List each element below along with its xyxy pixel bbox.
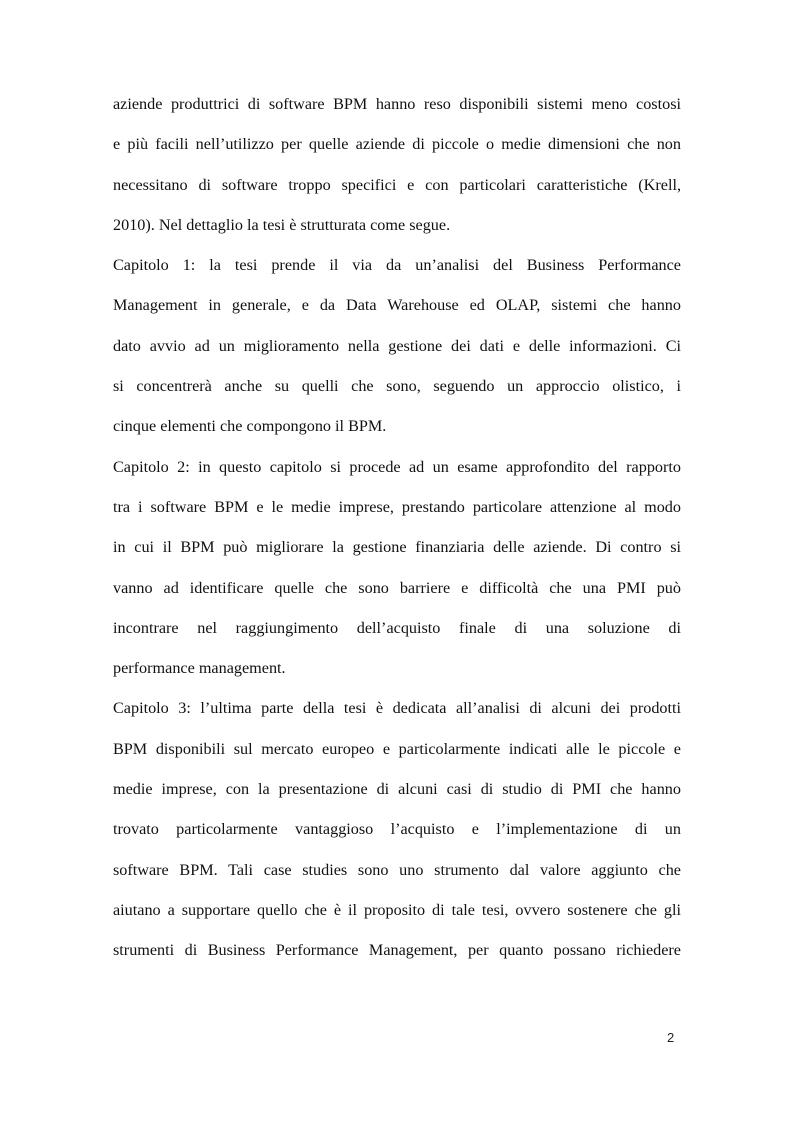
text-line: vanno ad identificare quelle che sono barriere e difficoltà che una PMI può <box>113 578 681 597</box>
text-line: in cui il BPM può migliorare la gestione finanziaria delle aziende. Di contro si <box>113 538 681 557</box>
text-line: aiutano a supportare quello che è il proposito di tale tesi, ovvero sostenere che gli <box>113 900 681 919</box>
text-line: incontrare nel raggiungimento dell’acquisto finale di una soluzione di <box>113 618 681 637</box>
text-line: e più facili nell’utilizzo per quelle aziende di piccole o medie dimensioni che non <box>113 135 681 154</box>
text-line: tra i software BPM e le medie imprese, prestando particolare attenzione al modo <box>113 497 681 516</box>
text-line: Management in generale, e da Data Warehouse ed OLAP, sistemi che hanno <box>113 296 681 315</box>
text-line: cinque elementi che compongono il BPM. <box>113 417 387 436</box>
body-text <box>113 87 681 974</box>
text-line: aziende produttrici di software BPM hanno reso disponibili sistemi meno costosi <box>113 95 681 113</box>
text-line: trovato particolarmente vantaggioso l’acquisto e l’implementazione di un <box>113 820 681 839</box>
text-line: Capitolo 2: in questo capitolo si procede ad un esame approfondito del rapporto <box>113 457 681 476</box>
text-line: Capitolo 3: l’ultima parte della tesi è dedicata all’analisi di alcuni dei prodotti <box>113 699 681 718</box>
text-line: software BPM. Tali case studies sono uno strumento dal valore aggiunto che <box>113 860 681 879</box>
text-line: 2010). Nel dettaglio la tesi è strutturata come segue. <box>113 215 451 234</box>
text-line: necessitano di software troppo specifici e con particolari caratteristiche (Krell, <box>113 175 681 194</box>
text-line: si concentrerà anche su quelli che sono, seguendo un approccio olistico, i <box>113 377 681 396</box>
text-line: strumenti di Business Performance Management, per quanto possano richiedere <box>113 941 681 960</box>
text-line: performance management. <box>113 659 286 678</box>
text-line: medie imprese, con la presentazione di alcuni casi di studio di PMI che hanno <box>113 780 681 799</box>
page-number: 2 <box>667 1030 675 1045</box>
text-line: dato avvio ad un miglioramento nella gestione dei dati e delle informazioni. Ci <box>113 336 681 355</box>
text-line: BPM disponibili sul mercato europeo e particolarmente indicati alle le piccole e <box>113 739 681 758</box>
text-line: Capitolo 1: la tesi prende il via da un’analisi del Business Performance <box>113 256 681 275</box>
